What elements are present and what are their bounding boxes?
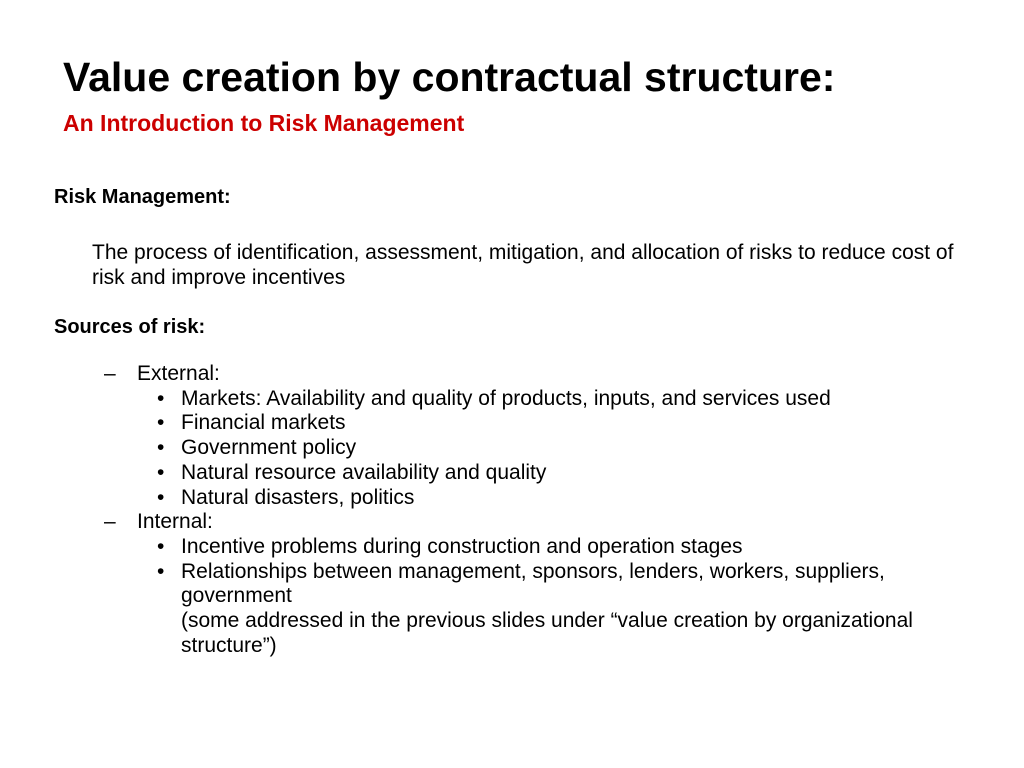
- internal-group: [104, 510, 944, 535]
- bullet-marker: •: [157, 436, 165, 460]
- internal-item-incentive-problems: Incentive problems during construction and operation stages: [181, 534, 743, 558]
- list-item: [157, 436, 944, 461]
- dash-marker: –: [104, 362, 116, 385]
- slide-subtitle: An Introduction to Risk Management: [63, 110, 465, 136]
- slide-title: Value creation by contractual structure:: [63, 54, 836, 100]
- list-item: [157, 486, 944, 511]
- list-item: [157, 411, 944, 436]
- bullet-marker: •: [157, 411, 165, 435]
- list-item: [157, 535, 944, 560]
- bullet-marker: •: [157, 559, 165, 583]
- external-label: External:: [137, 362, 220, 385]
- list-item: [157, 560, 944, 659]
- external-item-natural-disasters: Natural disasters, politics: [181, 485, 415, 509]
- internal-item-relationships: [181, 560, 944, 659]
- risk-management-heading: Risk Management:: [54, 186, 231, 208]
- list-item: [157, 387, 944, 412]
- risk-management-definition: The process of identification, assessment, mitigation, and allocation of risks to reduce cost of risk and improve incentives: [92, 241, 954, 289]
- external-item-financial-markets: Financial markets: [181, 411, 346, 435]
- list-item: [157, 461, 944, 486]
- external-item-markets: Markets: Availability and quality of products, inputs, and services used: [181, 386, 831, 410]
- external-item-natural-resources: Natural resource availability and quality: [181, 460, 547, 484]
- bullet-marker: •: [157, 534, 165, 558]
- relationships-note: (some addressed in the previous slides under “value creation by organizational structure”): [181, 609, 913, 657]
- dash-marker: –: [104, 510, 116, 534]
- external-item-government-policy: Government policy: [181, 436, 357, 460]
- sources-of-risk-list: [104, 362, 944, 658]
- internal-label: Internal:: [137, 510, 213, 534]
- bullet-marker: •: [157, 386, 165, 410]
- bullet-marker: •: [157, 485, 165, 509]
- sources-of-risk-heading: Sources of risk:: [54, 316, 206, 338]
- bullet-marker: •: [157, 460, 165, 484]
- relationships-text: Relationships between management, sponsors, lenders, workers, suppliers, government: [181, 559, 885, 608]
- external-group: [104, 362, 944, 387]
